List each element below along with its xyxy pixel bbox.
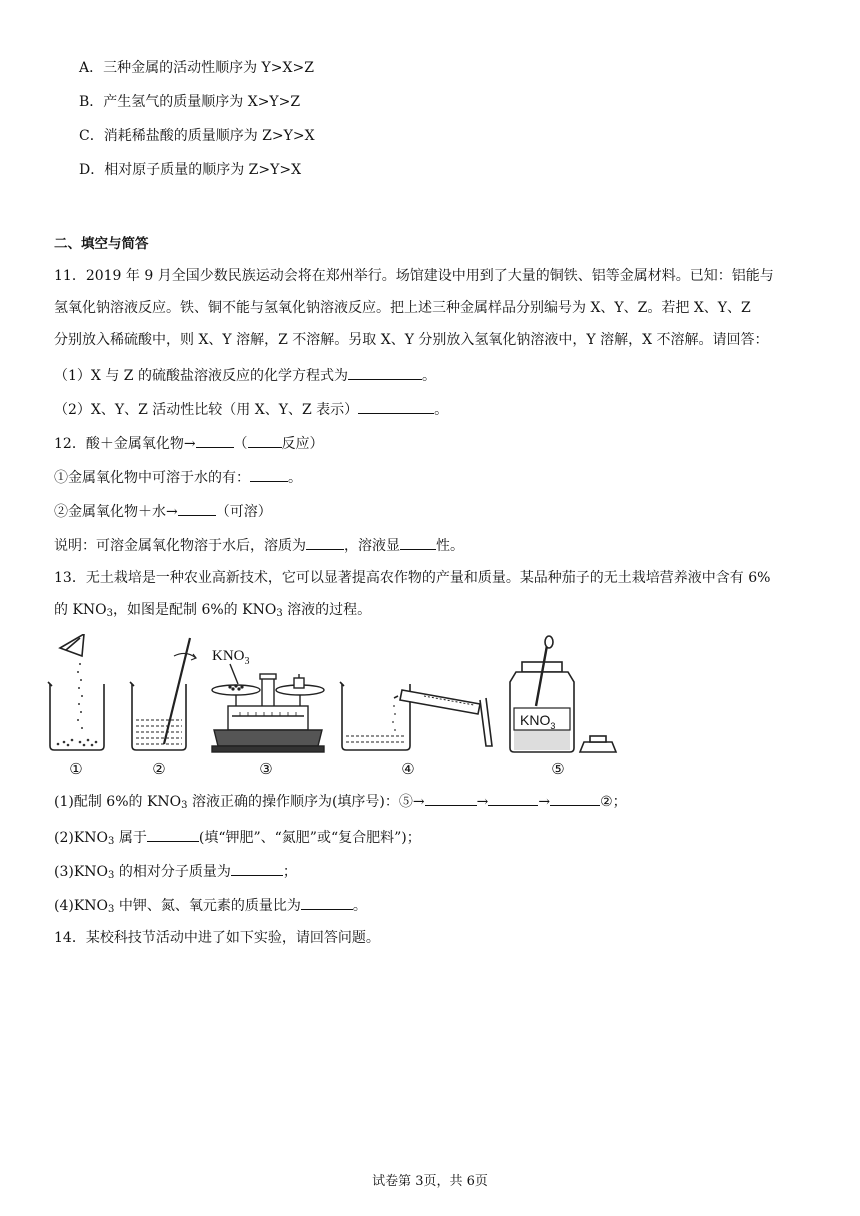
answer-blank[interactable] (488, 790, 538, 806)
q13-part3: $(3)KNO_3$ 的相对分子质量为 ； (54, 860, 297, 882)
svg-text:KNO3: $KNO_3$ (520, 712, 556, 731)
q11-line3: 分别放入稀硫酸中，则 X、Y 溶解，Z 不溶解。另取 X、Y 分别放入氢氧化钠溶液中，Y 溶解，X 不溶解。请回答： (54, 332, 769, 348)
step3-balance-weighing-icon (212, 648, 324, 752)
answer-blank[interactable] (147, 826, 199, 842)
answer-blank[interactable] (301, 894, 353, 910)
q11-sub2: （2）X、Y、Z 活动性比较（用 X、Y、Z 表示） 。 (54, 398, 448, 420)
answer-blank[interactable] (400, 534, 436, 550)
answer-blank[interactable] (550, 790, 600, 806)
page-footer: 试卷第 3页，共 6页 (372, 1174, 488, 1189)
answer-blank[interactable] (178, 500, 216, 516)
option-c: C．消耗稀盐酸的质量顺序为 Z>Y>X (79, 128, 315, 144)
q12-line1: 12．酸＋金属氧化物→ （ 反应） (54, 432, 324, 454)
option-b: B．产生氢气的质量顺序为 X>Y>Z (79, 94, 301, 110)
step-label-3: ③ (259, 760, 273, 778)
section-title: 二、填空与简答 (54, 236, 149, 252)
answer-blank[interactable] (425, 790, 477, 806)
step1-beaker-pouring-solid-icon (48, 634, 104, 750)
q12-line4: 说明：可溶金属氧化物溶于水后，溶质为 ，溶液显 性。 (54, 534, 464, 556)
q12-line2: ①金属氧化物中可溶于水的有： 。 (54, 466, 302, 488)
answer-blank[interactable] (231, 860, 283, 876)
q11-line1: 11．2019 年 9 月全国少数民族运动会将在郑州举行。场馆建设中用到了大量的铜铁、铝等金属材料。已知：铝能与 (54, 268, 774, 284)
svg-text:KNO3: $KNO_3$ (212, 648, 250, 667)
step-label-4: ④ (401, 760, 415, 778)
step-label-2: ② (152, 760, 166, 778)
q14-line1: 14．某校科技节活动中进了如下实验，请回答问题。 (54, 930, 380, 946)
q12-line3: ②金属氧化物＋水→ （可溶） (54, 500, 272, 522)
q13-part4: $(4)KNO_3$ 中钾、氮、氧元素的质量比为 。 (54, 894, 367, 916)
step2-stirring-icon (130, 638, 196, 750)
answer-blank[interactable] (250, 466, 288, 482)
answer-blank[interactable] (196, 432, 234, 448)
answer-blank[interactable] (358, 398, 434, 414)
answer-blank[interactable] (306, 534, 344, 550)
solution-preparation-figure (44, 634, 624, 780)
q13-line2: 的 $KNO_3$，如图是配制 6%的 $KNO_3$ 溶液的过程。 (54, 602, 372, 619)
step5-reagent-jar-icon (510, 636, 616, 752)
option-a: A．三种金属的活动性顺序为 Y>X>Z (79, 60, 314, 76)
q13-part2: $(2)KNO_3$ 属于 (填“钾肥”、“氮肥”或“复合肥料”)； (54, 826, 421, 848)
answer-blank[interactable] (348, 364, 422, 380)
step-label-5: ⑤ (551, 760, 565, 778)
step-label-1: ① (69, 760, 83, 778)
q11-sub1: （1）X 与 Z 的硫酸盐溶液反应的化学方程式为 。 (54, 364, 436, 386)
step4-pouring-water-icon (340, 682, 492, 750)
option-d: D．相对原子质量的顺序为 Z>Y>X (79, 162, 302, 178)
q13-line1: 13．无土栽培是一种农业高新技术，它可以显著提高农作物的产量和质量。某品种茄子的无土栽培营养液中含有 6% (54, 570, 771, 586)
q13-part1: (1)配制 6%的 $KNO_3$ 溶液正确的操作顺序为(填序号)：⑤→ → → ②； (54, 790, 627, 812)
q11-line2: 氢氧化钠溶液反应。铁、铜不能与氢氧化钠溶液反应。把上述三种金属样品分别编号为 X、Y、Z。若把 X、Y、Z (54, 300, 751, 316)
answer-blank[interactable] (248, 432, 282, 448)
